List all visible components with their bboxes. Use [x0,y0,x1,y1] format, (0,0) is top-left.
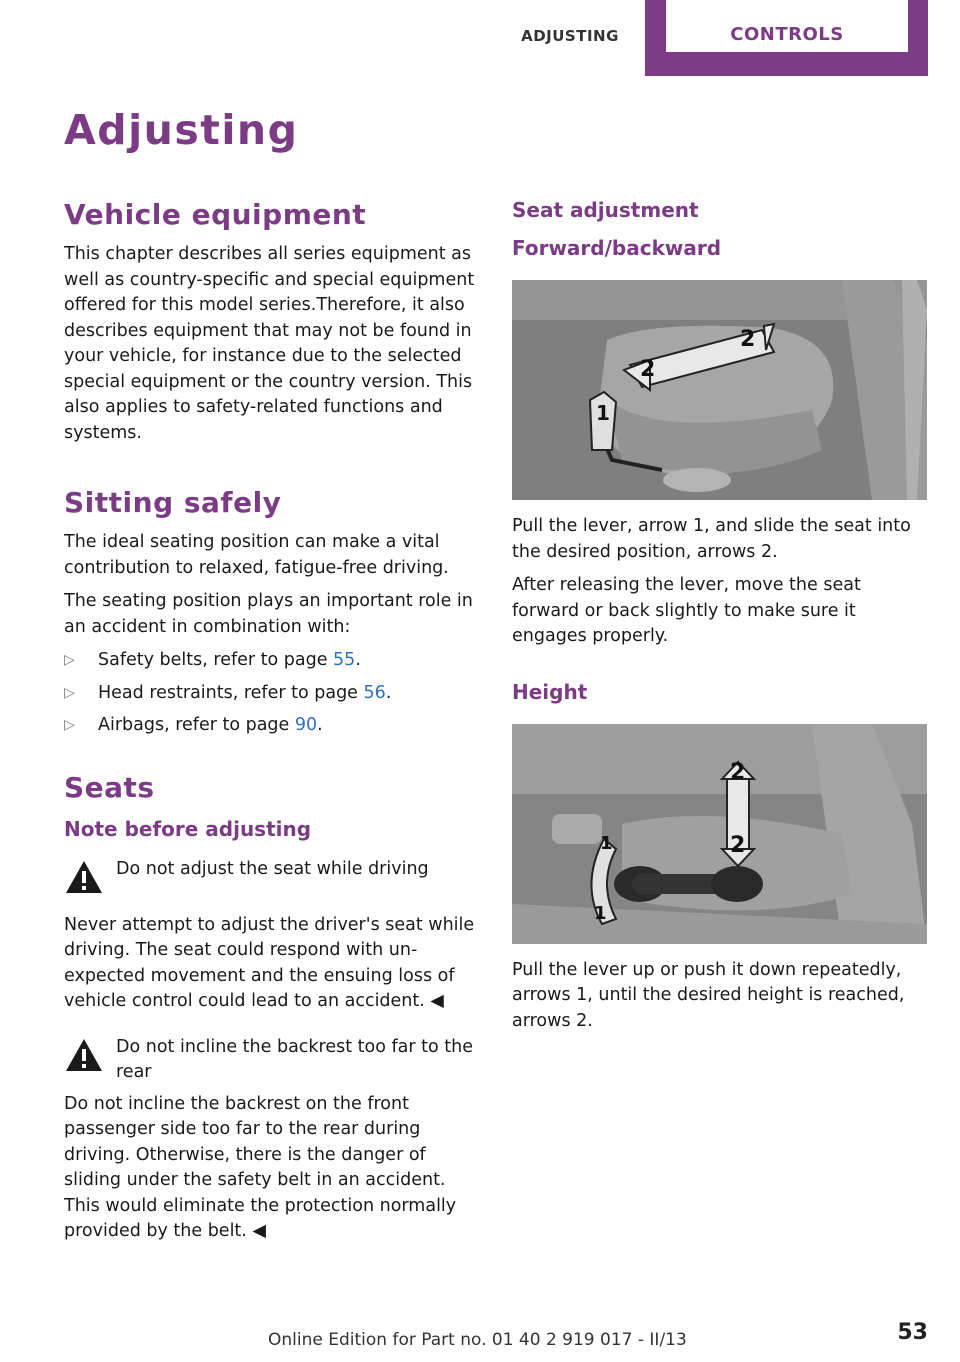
bullet-triangle-icon: ▷ [64,684,75,701]
header-chapter-tab [645,0,928,76]
warning-block-2 [64,1035,479,1086]
forward-text-1: Pull the lever, arrow 1, and slide the seat into the desired position, arrows 2. [512,516,911,562]
heading-note-before-adjusting: Note before adjusting [64,816,312,841]
header-chapter-label: CONTROLS [666,0,908,52]
sitting-safely-text-1: The ideal seating position can make a vital contribution to relaxed, fatigue-free driving. [64,532,449,578]
end-mark: ◀ [430,991,444,1011]
bullet-triangle-icon: ▷ [64,652,75,668]
seat-height-illustration [512,724,927,944]
forward-text-2: After releasing the lever, move the seat forward or back slightly to make sure it engages properly. [512,575,861,646]
page-footer [0,1318,928,1358]
bullet-triangle-icon: ▷ [64,717,75,733]
warning-title-1: Do not adjust the seat while driving [116,858,429,879]
svg-text:2: 2 [730,759,746,785]
svg-text:1: 1 [594,902,607,924]
page-link-90[interactable]: 90 [294,715,318,735]
end-mark: ◀ [252,1221,266,1241]
seat-forward-backward-illustration [512,280,927,500]
heading-vehicle-equipment: Vehicle equipment [64,198,367,231]
list-item: ▷ Airbags, refer to page 90. [64,713,479,739]
header-section-tab: ADJUSTING [521,27,619,45]
svg-text:2: 2 [740,327,756,352]
right-column [512,196,927,1042]
heading-height: Height [512,679,588,704]
vehicle-equipment-text: This chapter describes all series equipment as well as country-specific and special equipment offered for this model series.Therefore, it also describes equipment that may not be found in your vehicle, for instance due to the selected special equipment or the country version. This also applies to safety-related functions and systems. [64,244,475,443]
sitting-safely-text-2: The seating position plays an important role in an accident in combination with: [64,591,473,637]
warning-triangle-icon [64,1037,104,1073]
left-column [64,196,479,1265]
list-item: ▷ Safety belts, refer to page 55. [64,648,479,674]
warning-triangle-icon [64,859,104,895]
page-number: 53 [897,1320,928,1345]
heading-forward-backward: Forward/backward [512,236,722,260]
heading-sitting-safely: Sitting safely [64,486,282,519]
svg-text:1: 1 [600,832,613,854]
page-link-56[interactable]: 56 [363,682,386,703]
edition-text: Online Edition for Part no. 01 40 2 919 017 - II/13 [268,1330,687,1350]
svg-text:2: 2 [640,357,656,382]
warning-block-1 [64,857,479,907]
page-title: Adjusting [64,106,299,154]
list-item: ▷ Head restraints, refer to page 56. [64,681,479,707]
safety-list [64,648,479,739]
heading-seats: Seats [64,770,155,804]
page-link-55[interactable]: 55 [333,650,356,670]
svg-text:1: 1 [596,401,610,425]
svg-text:2: 2 [730,832,746,858]
warning-title-2: Do not incline the backrest too far to the rear [116,1036,474,1082]
height-text: Pull the lever up or push it down repeatedly, arrows 1, until the desired height is reached, arrows 2. [512,959,905,1031]
heading-seat-adjustment: Seat adjustment [512,198,699,222]
warning-text-1: Never attempt to adjust the driver's seat while driving. The seat could respond with unexpected movement and the ensuing loss of vehicle control could lead to an accident. ◀ [64,914,475,1011]
warning-text-2: Do not incline the backrest on the front passenger side too far to the rear during driving. Otherwise, there is the danger of sliding under the safety belt in an accident. This would eliminate the protection normally provided by the belt. ◀ [64,1093,457,1241]
